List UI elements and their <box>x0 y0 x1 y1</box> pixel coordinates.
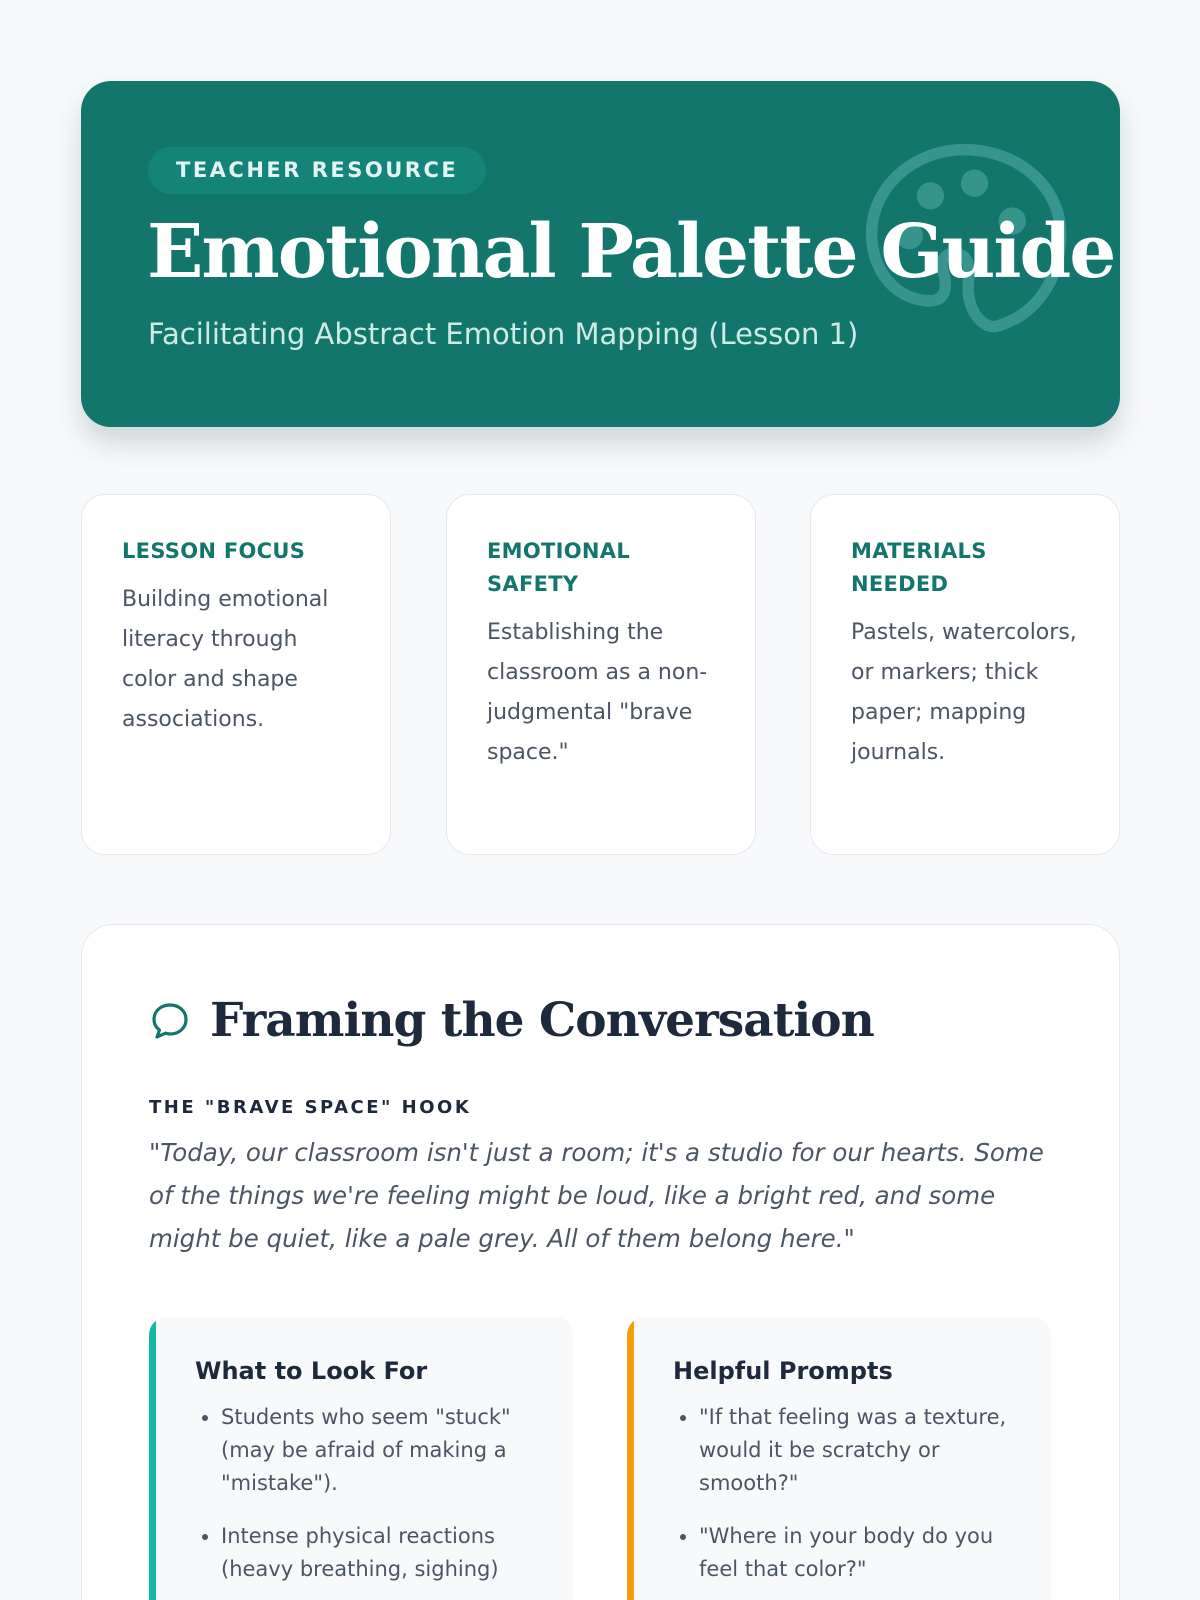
panel-what-to-look-for <box>149 1317 573 1600</box>
panel-helpful-prompts <box>627 1317 1051 1600</box>
list-item: • "Where in your body do you feel that color?" <box>699 1520 1019 1586</box>
section-heading <box>148 993 874 1048</box>
chat-bubble-icon <box>148 999 192 1043</box>
info-card-title: EMOTIONAL SAFETY <box>487 539 630 596</box>
info-card-materials-needed <box>810 494 1120 855</box>
info-card-title: LESSON FOCUS <box>122 539 306 563</box>
list-item: • "If that feeling was a texture, would it be scratchy or smooth?" <box>699 1401 1019 1500</box>
section-title: Framing the Conversation <box>210 993 874 1048</box>
list-item: • Intense physical reactions (heavy breathing, sighing) <box>221 1520 541 1586</box>
hook-quote: "Today, our classroom isn't just a room; it's a studio for our hearts. Some of the things we're feeling might be loud, like a bright red, and some might be quiet, like a pale grey. All of them belong here." <box>149 1138 1044 1253</box>
hero-banner <box>81 81 1120 427</box>
conversation-section <box>81 924 1120 1600</box>
hook-label: THE "BRAVE SPACE" HOOK <box>149 1097 472 1118</box>
page-title: Emotional Palette Guide <box>147 209 1115 295</box>
prompts-list <box>673 1401 1019 1586</box>
info-card-body: Building emotional literacy through color and shape associations. <box>122 587 329 732</box>
look-for-list <box>195 1401 541 1586</box>
resource-badge: TEACHER RESOURCE <box>148 147 486 194</box>
page-subtitle: Facilitating Abstract Emotion Mapping (Lesson 1) <box>148 317 859 351</box>
panel-title: Helpful Prompts <box>673 1357 893 1385</box>
info-card-body: Pastels, watercolors, or markers; thick paper; mapping journals. <box>851 620 1077 765</box>
panel-title: What to Look For <box>195 1357 428 1385</box>
info-card-emotional-safety <box>446 494 756 855</box>
list-item: • Students who seem "stuck" (may be afraid of making a "mistake"). <box>221 1401 541 1500</box>
info-card-title: MATERIALS NEEDED <box>851 539 987 596</box>
info-card-body: Establishing the classroom as a non-judgmental "brave space." <box>487 620 708 765</box>
info-card-lesson-focus <box>81 494 391 855</box>
